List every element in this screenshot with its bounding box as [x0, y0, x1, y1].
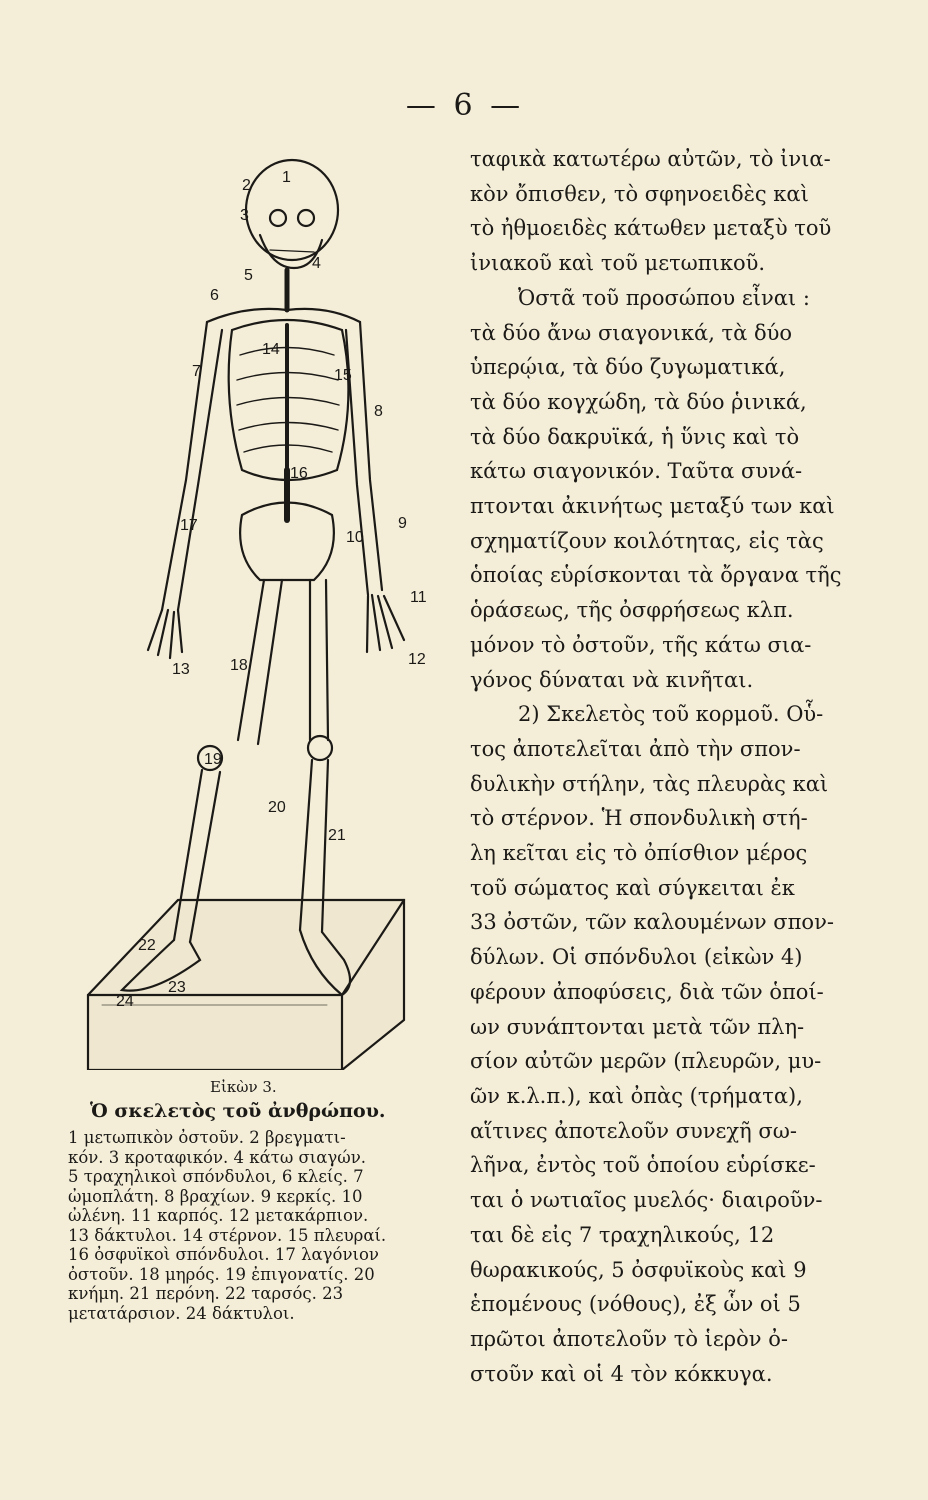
legend-line: 13 δάκτυλοι. 14 στέρνον. 15 πλευραί.: [68, 1225, 387, 1245]
body-line: σίον αὐτῶν μερῶν (πλευρῶν, μυ-: [470, 1049, 822, 1074]
callout-18: 18: [230, 657, 248, 674]
callout-21: 21: [328, 827, 346, 844]
callout-7: 7: [192, 363, 201, 380]
callout-16: 16: [290, 465, 308, 482]
callout-14: 14: [262, 341, 280, 358]
body-line: φέρουν ἀποφύσεις, διὰ τῶν ὁποί-: [470, 979, 824, 1004]
body-line: γόνος δύναται νὰ κινῆται.: [470, 667, 754, 692]
body-line: τὰ δύο κογχώδη, τὰ δύο ῥινικά,: [470, 389, 807, 414]
callout-11: 11: [410, 589, 427, 606]
callout-19: 19: [204, 751, 222, 768]
body-line: Ὀστᾶ τοῦ προσώπου εἶναι :: [518, 285, 810, 310]
body-line: ὑπερῴια, τὰ δύο ζυγωματικά,: [470, 355, 786, 380]
body-line: κὸν ὄπισθεν, τὸ σφηνοειδὲς καὶ: [470, 181, 809, 206]
body-line: σχηματίζουν κοιλότητας, εἰς τὰς: [470, 528, 824, 553]
body-line: τος ἀποτελεῖται ἀπὸ τὴν σπον-: [470, 736, 801, 761]
callout-17: 17: [180, 517, 198, 534]
callout-13: 13: [172, 661, 190, 678]
callout-1: 1: [282, 169, 291, 186]
legend-line: ὠλένη. 11 καρπός. 12 μετακάρπιον.: [68, 1206, 369, 1225]
callout-4: 4: [312, 255, 321, 272]
callout-6: 6: [210, 287, 219, 304]
legend-line: ὠμοπλάτη. 8 βραχίων. 9 κερκίς. 10: [68, 1186, 363, 1206]
body-line: δυλικὴν στήλην, τὰς πλευρὰς καὶ: [470, 771, 829, 796]
figure-label: Εἰκὼν 3.: [210, 1078, 277, 1096]
body-line: πρῶτοι ἀποτελοῦν τὸ ἱερὸν ὀ-: [470, 1326, 788, 1351]
callout-12: 12: [408, 651, 426, 668]
skeleton-illustration: [82, 140, 454, 1070]
body-line: ται δὲ εἰς 7 τραχηλικούς, 12: [470, 1222, 775, 1247]
body-line: τοῦ σώματος καὶ σύγκειται ἐκ: [470, 875, 795, 900]
body-line: δύλων. Οἱ σπόνδυλοι (εἰκὼν 4): [470, 945, 803, 970]
body-line: 2) Σκελετὸς τοῦ κορμοῦ. Οὗ-: [518, 702, 824, 727]
callout-20: 20: [268, 799, 286, 816]
body-line: κάτω σιαγονικόν. Ταῦτα συνά-: [470, 459, 803, 484]
legend-line: μετατάρσιον. 24 δάκτυλοι.: [68, 1303, 295, 1323]
legend-line: κνήμη. 21 περόνη. 22 ταρσός. 23: [68, 1284, 344, 1303]
body-line: ἑπομένους (νόθους), ἐξ ὧν οἱ 5: [470, 1292, 801, 1317]
body-text-column: [470, 142, 850, 1391]
figure-legend: [68, 1128, 456, 1323]
callout-8: 8: [374, 403, 383, 420]
body-line: ὁράσεως, τῆς ὀσφρήσεως κλπ.: [470, 598, 794, 623]
body-line: τὰ δύο ἄνω σιαγονικά, τὰ δύο: [470, 320, 793, 345]
body-line: ται ὁ νωτιαῖος μυελός· διαιροῦν-: [470, 1188, 823, 1213]
body-line: λῆνα, ἐντὸς τοῦ ὁποίου εὑρίσκε-: [470, 1153, 816, 1178]
page-number: — 6 —: [405, 88, 525, 123]
body-line: ων συνάπτονται μετὰ τῶν πλη-: [470, 1014, 805, 1039]
callout-9: 9: [398, 515, 407, 532]
legend-line: 16 ὀσφυϊκοὶ σπόνδυλοι. 17 λαγόνιον: [68, 1245, 379, 1264]
figure-title: Ὁ σκελετὸς τοῦ ἀνθρώπου.: [90, 1100, 386, 1122]
callout-24: 24: [116, 993, 134, 1010]
body-line: 33 ὀστῶν, τῶν καλουμένων σπον-: [470, 910, 834, 935]
callout-10: 10: [346, 529, 364, 546]
callout-23: 23: [168, 979, 186, 996]
body-line: τὸ στέρνον. Ἡ σπονδυλικὴ στή-: [470, 806, 808, 831]
body-line: τὰ δύο δακρυϊκά, ἡ ὕνις καὶ τὸ: [470, 424, 800, 449]
body-line: λη κεῖται εἰς τὸ ὀπίσθιον μέρος: [470, 841, 808, 866]
body-line: ἰνιακοῦ καὶ τοῦ μετωπικοῦ.: [470, 251, 766, 276]
callout-22: 22: [138, 937, 156, 954]
skeleton-figure: [82, 140, 454, 1070]
callout-2: 2: [242, 177, 251, 194]
legend-line: κόν. 3 κροταφικόν. 4 κάτω σιαγών.: [68, 1147, 367, 1167]
body-line: ταφικὰ κατωτέρω αὐτῶν, τὸ ἰνια-: [470, 147, 831, 171]
body-line: αἵτινες ἀποτελοῦν συνεχῆ σω-: [470, 1118, 797, 1143]
body-line: μόνον τὸ ὀστοῦν, τῆς κάτω σια-: [470, 632, 812, 657]
legend-line: ὀστοῦν. 18 μηρός. 19 ἐπιγονατίς. 20: [68, 1264, 375, 1284]
callout-5: 5: [244, 267, 253, 284]
body-line: τὸ ἠθμοειδὲς κάτωθεν μεταξὺ τοῦ: [470, 216, 832, 241]
body-line: θωρακικούς, 5 ὀσφυϊκοὺς καὶ 9: [470, 1257, 807, 1282]
body-line: ὁποίας εὑρίσκονται τὰ ὄργανα τῆς: [470, 563, 842, 588]
body-line: πτονται ἀκινήτως μεταξύ των καὶ: [470, 494, 835, 519]
body-line: στοῦν καὶ οἱ 4 τὸν κόκκυγα.: [470, 1361, 773, 1386]
body-line: ῶν κ.λ.π.), καὶ ὀπὰς (τρήματα),: [470, 1083, 803, 1108]
legend-line: 5 τραχηλικοὶ σπόνδυλοι, 6 κλείς. 7: [68, 1167, 364, 1186]
legend-line: 1 μετωπικὸν ὀστοῦν. 2 βρεγματι-: [68, 1128, 346, 1147]
callout-3: 3: [240, 207, 249, 224]
callout-15: 15: [334, 367, 352, 384]
